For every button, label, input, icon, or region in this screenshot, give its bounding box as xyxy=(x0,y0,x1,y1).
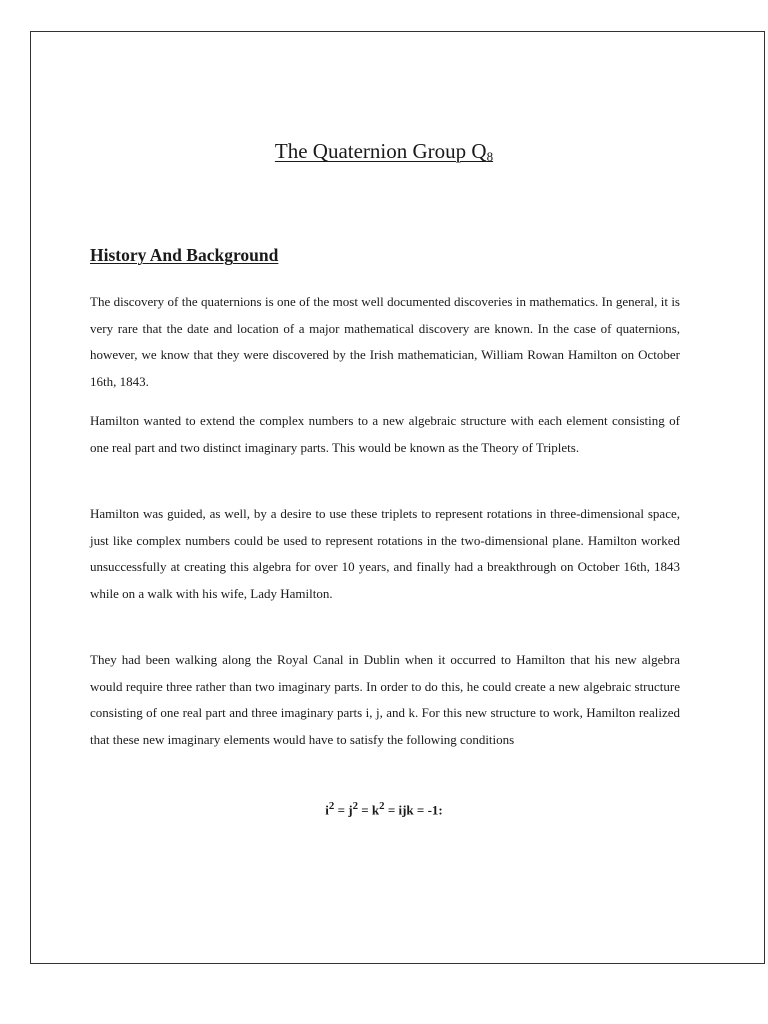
eq-tail: = ijk = -1: xyxy=(384,802,443,818)
section-heading: History And Background xyxy=(90,245,279,265)
eq-j: j xyxy=(348,802,353,818)
eq-k-exponent: 2 xyxy=(379,800,385,812)
paragraph-discovery: The discovery of the quaternions is one of the most well documented discoveries in mathematics. In general, it is very rare that the date and location of a major mathematical discovery are known. In the case of quaternions, however, we know that they were discovered by the Irish mathematician, William Rowan Hamilton on October 16th, 1843. xyxy=(90,294,680,390)
paragraph-triplets: Hamilton wanted to extend the complex numbers to a new algebraic structure with each element consisting of one real part and two distinct imaginary parts. This would be known as the Theory of Triplets. xyxy=(90,413,680,455)
eq-i: i xyxy=(325,802,329,818)
title-text: The Quaternion Group Q xyxy=(274,139,487,163)
quaternion-equation: $i^2 = j^2 = k^2$ = ijk = -1: xyxy=(325,800,443,818)
title-subscript: 8 xyxy=(486,149,494,164)
document-title xyxy=(0,138,768,164)
page-border xyxy=(30,31,765,964)
eq-i-exponent: 2 xyxy=(328,800,335,812)
eq-j-exponent: 2 xyxy=(352,800,358,812)
eq-k: k xyxy=(371,802,380,818)
paragraph-rotations: Hamilton was guided, as well, by a desire to use these triplets to represent rotations in three-dimensional space, just like complex numbers could be used to represent rotations in the two-dimensional plane. Hamilton worked unsuccessfully at creating this algebra for over 10 years, and finally had a breakthrough on October 16th, 1843 while on a walk with his wife, Lady Hamilton. xyxy=(90,506,680,602)
paragraph-royal-canal: They had been walking along the Royal Canal in Dublin when it occurred to Hamilton that his new algebra would require three rather than two imaginary parts. In order to do this, he could create a new algebraic structure consisting of one real part and three imaginary parts i, j, and k. For this new structure to work, Hamilton realized that these new imaginary elements would have to satisfy the following conditions xyxy=(90,652,680,748)
